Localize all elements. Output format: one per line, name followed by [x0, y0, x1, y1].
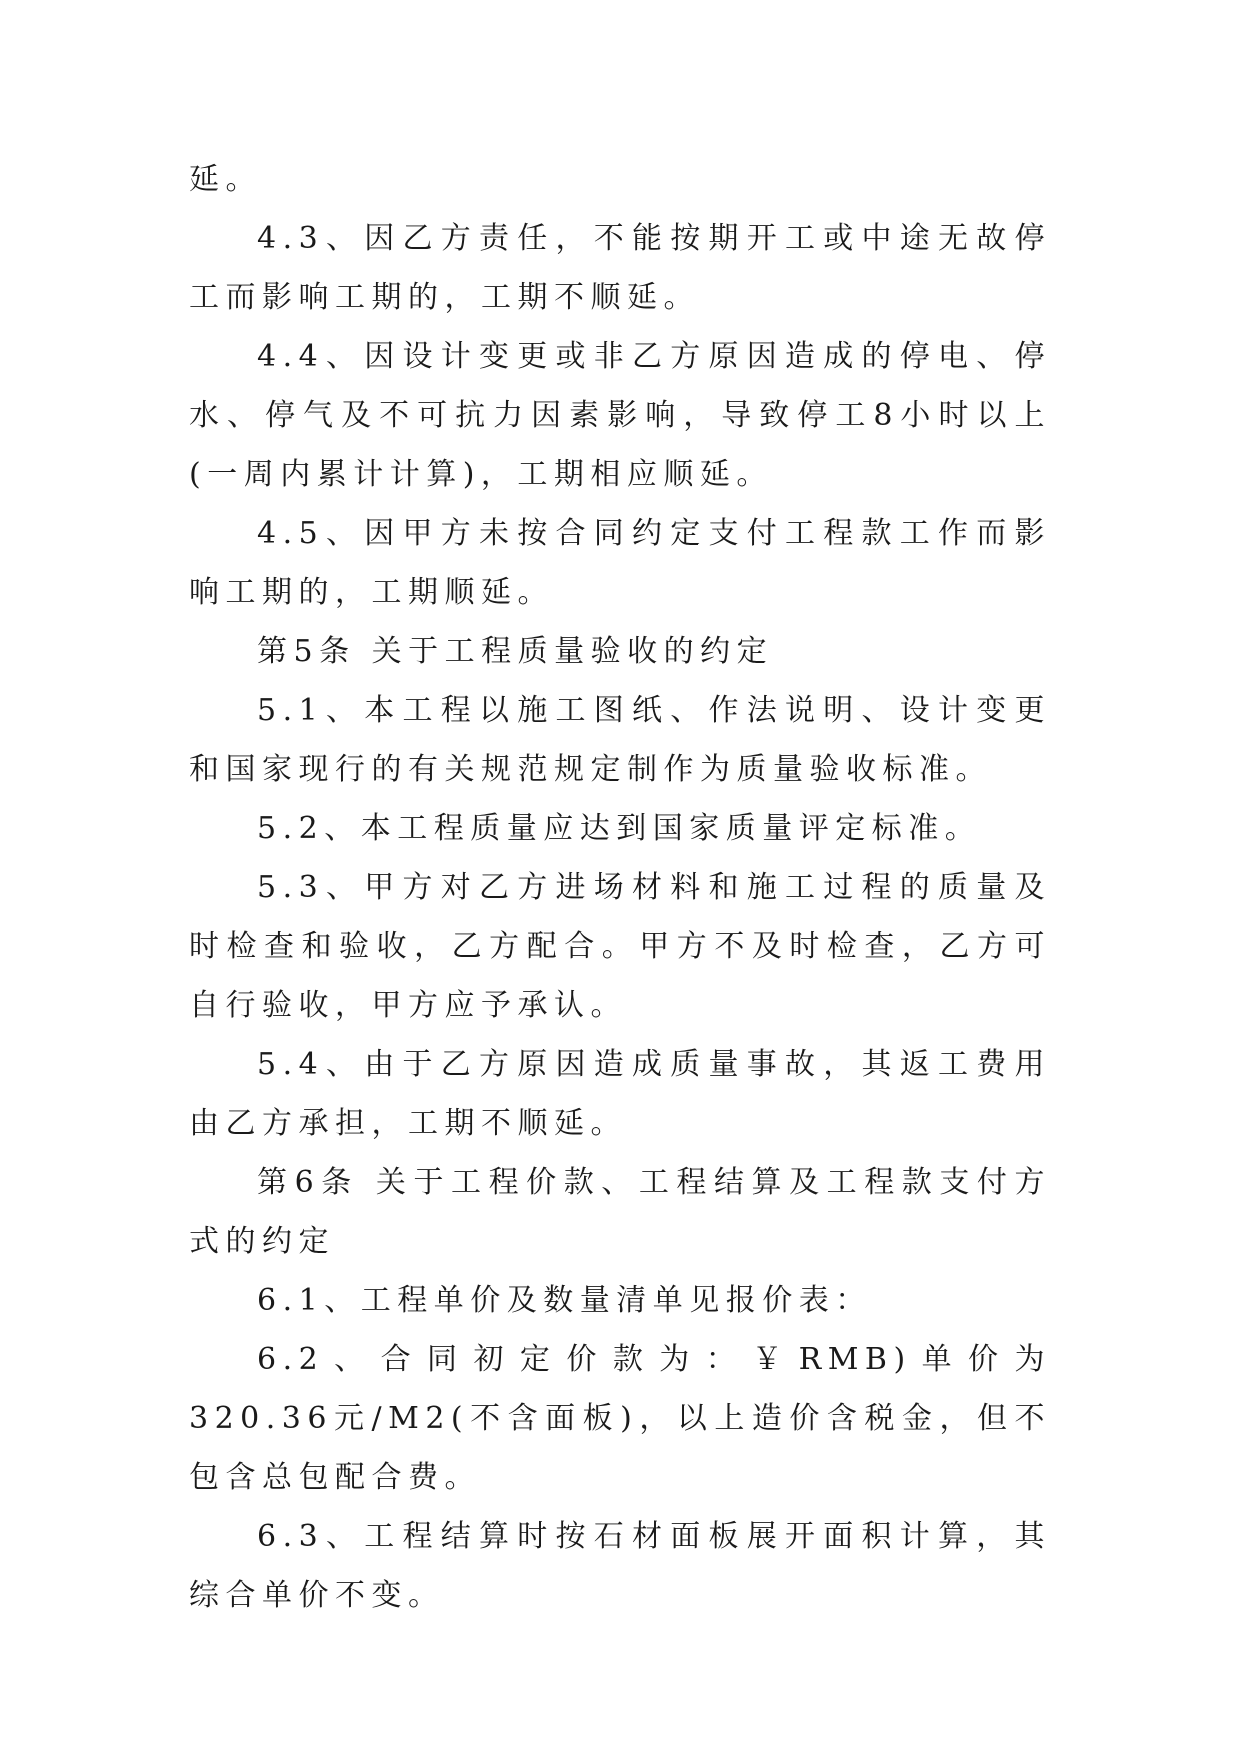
- clause-4-3: 4.3、因乙方责任，不能按期开工或中途无故停工而影响工期的，工期不顺延。: [189, 221, 1051, 315]
- clause-5-1: 5.1、本工程以施工图纸、作法说明、设计变更和国家现行的有关规范规定制作为质量验收标准。: [189, 693, 1051, 787]
- clause-6-2: 6.2、合同初定价款为：￥RMB)单价为320.36元/M2(不含面板)，以上造价含税金，但不包含总包配合费。: [189, 1342, 1051, 1495]
- article-6-heading: 第6条 关于工程价款、工程结算及工程款支付方式的约定: [189, 1165, 1051, 1259]
- clause-4-4: 4.4、因设计变更或非乙方原因造成的停电、停水、停气及不可抗力因素影响，导致停工8小时以上(一周内累计计算)，工期相应顺延。: [189, 339, 1051, 492]
- clause-4-5: 4.5、因甲方未按合同约定支付工程款工作而影响工期的，工期顺延。: [189, 516, 1051, 610]
- paragraph-continuation: 延。: [189, 162, 262, 197]
- clause-5-2: 5.2、本工程质量应达到国家质量评定标准。: [257, 811, 982, 846]
- clause-5-3: 5.3、甲方对乙方进场材料和施工过程的质量及时检查和验收，乙方配合。甲方不及时检查，乙方可自行验收，甲方应予承认。: [189, 870, 1051, 1023]
- article-5-heading: 第5条 关于工程质量验收的约定: [257, 634, 774, 669]
- contract-body: [189, 150, 1051, 1625]
- clause-6-1: 6.1、工程单价及数量清单见报价表：: [257, 1283, 872, 1318]
- clause-6-3: 6.3、工程结算时按石材面板展开面积计算，其综合单价不变。: [189, 1519, 1051, 1613]
- clause-5-4: 5.4、由于乙方原因造成质量事故，其返工费用由乙方承担，工期不顺延。: [189, 1047, 1051, 1141]
